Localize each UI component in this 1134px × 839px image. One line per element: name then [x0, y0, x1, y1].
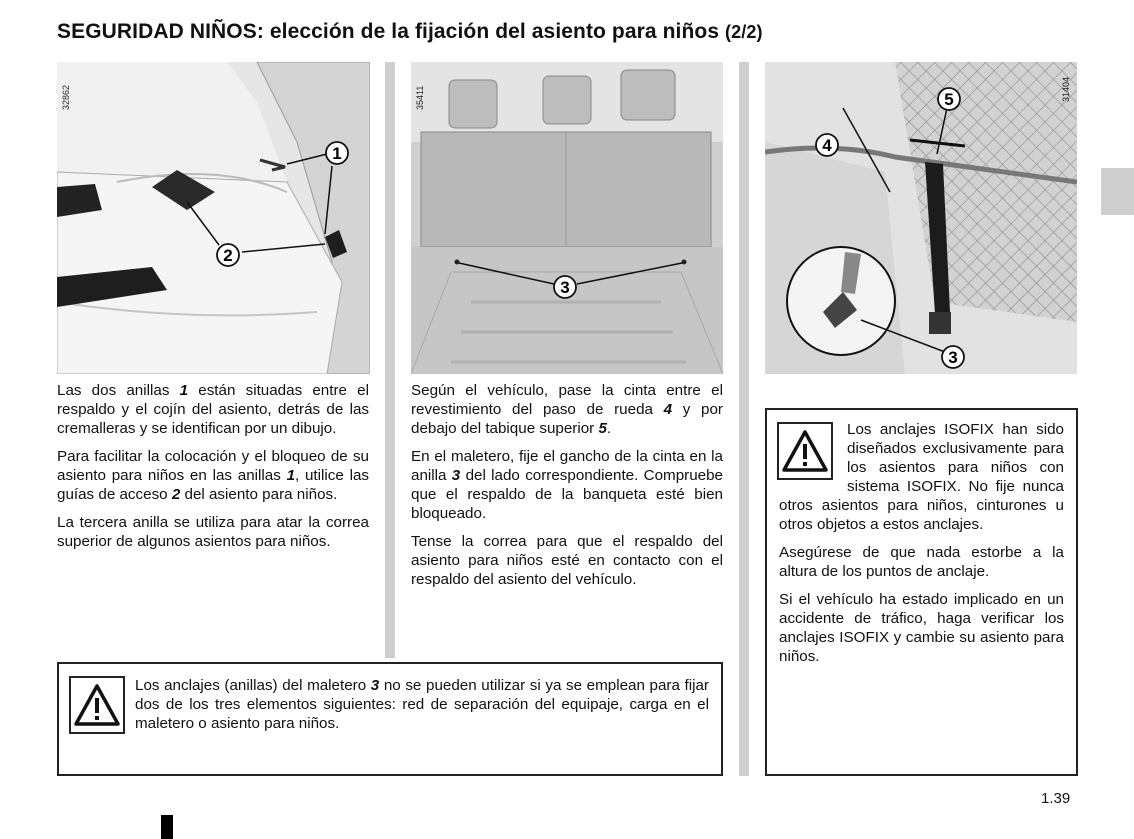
callout-4	[816, 134, 838, 156]
callout-3	[554, 276, 576, 298]
paragraph: En el maletero, fije el gancho de la cinta en la anilla 3 del lado correspondiente. Compruebe que el respaldo de la banqueta esté bien bloqueado.	[411, 448, 724, 522]
warning-box-isofix	[765, 408, 1078, 776]
paragraph: Asegúrese de que nada estorbe a la altura de los puntos de anclaje.	[779, 544, 1064, 580]
page-title	[57, 20, 763, 44]
figure-strap-routing	[765, 62, 1077, 374]
paragraph: Tense la correa para que el respaldo del asiento para niños esté en contacto con el respaldo del asiento del vehículo.	[411, 533, 723, 588]
warning-icon	[777, 422, 833, 480]
figure-seat-isofix-rings	[57, 62, 370, 374]
paragraph: Los anclajes ISOFIX han sido diseñados exclusivamente para los asientos para niños con sistema ISOFIX. No fije nunca otros asientos para niños, cinturones u otros objetos a estos anclajes.	[779, 421, 1064, 533]
paragraph: Según el vehículo, pase la cinta entre el revestimiento del paso de rueda 4 y por debajo del tabique superior 5.	[411, 382, 723, 437]
crop-mark	[161, 815, 173, 839]
title-text: SEGURIDAD NIÑOS: elección de la fijación del asiento para niños	[57, 20, 720, 43]
svg-text:5: 5	[944, 90, 954, 109]
figure-code: 31404	[1061, 76, 1071, 102]
paragraph: Las dos anillas 1 están situadas entre el respaldo y el cojín del asiento, detrás de las cremalleras y se identifican por un dibujo.	[57, 382, 369, 437]
warning-text: Los anclajes (anillas) del maletero 3 no se pueden utilizar si ya se emplean para fijar dos de los tres elementos siguientes: red de separación del equipaje, carga en el maletero o asiento para niños.	[135, 677, 709, 732]
strap-illustration	[765, 62, 1077, 374]
svg-text:3: 3	[560, 278, 570, 297]
callout-2	[217, 244, 239, 266]
figure-trunk-anchors	[411, 62, 723, 374]
seat-illustration	[57, 62, 370, 374]
callout-5	[938, 88, 960, 110]
svg-text:1: 1	[332, 144, 342, 163]
paragraph: Para facilitar la colocación y el bloqueo de su asiento para niños en las anillas 1, utilice las guías de acceso 2 del asiento para niños.	[57, 448, 369, 503]
page-number: 1.39	[1041, 790, 1071, 807]
text-column-1	[57, 381, 369, 560]
title-part-indicator: (2/2)	[725, 22, 763, 42]
warning-box-trunk-anchors	[57, 662, 723, 776]
svg-text:4: 4	[822, 136, 832, 155]
text-column-2	[411, 381, 723, 598]
callout-3	[942, 346, 964, 368]
svg-text:2: 2	[223, 246, 233, 265]
trunk-illustration	[411, 62, 723, 374]
paragraph: La tercera anilla se utiliza para atar la correa superior de algunos asientos para niños.	[57, 514, 369, 550]
callout-1	[326, 142, 348, 164]
column-separator	[385, 62, 395, 658]
svg-text:3: 3	[948, 348, 958, 367]
figure-code: 35411	[415, 85, 425, 110]
warning-icon	[69, 676, 125, 734]
figure-code: 32862	[61, 84, 71, 110]
column-separator	[739, 62, 749, 776]
paragraph: Si el vehículo ha estado implicado en un accidente de tráfico, haga verificar los anclajes ISOFIX y cambie su asiento para niños.	[779, 591, 1064, 665]
section-tab	[1101, 168, 1134, 215]
